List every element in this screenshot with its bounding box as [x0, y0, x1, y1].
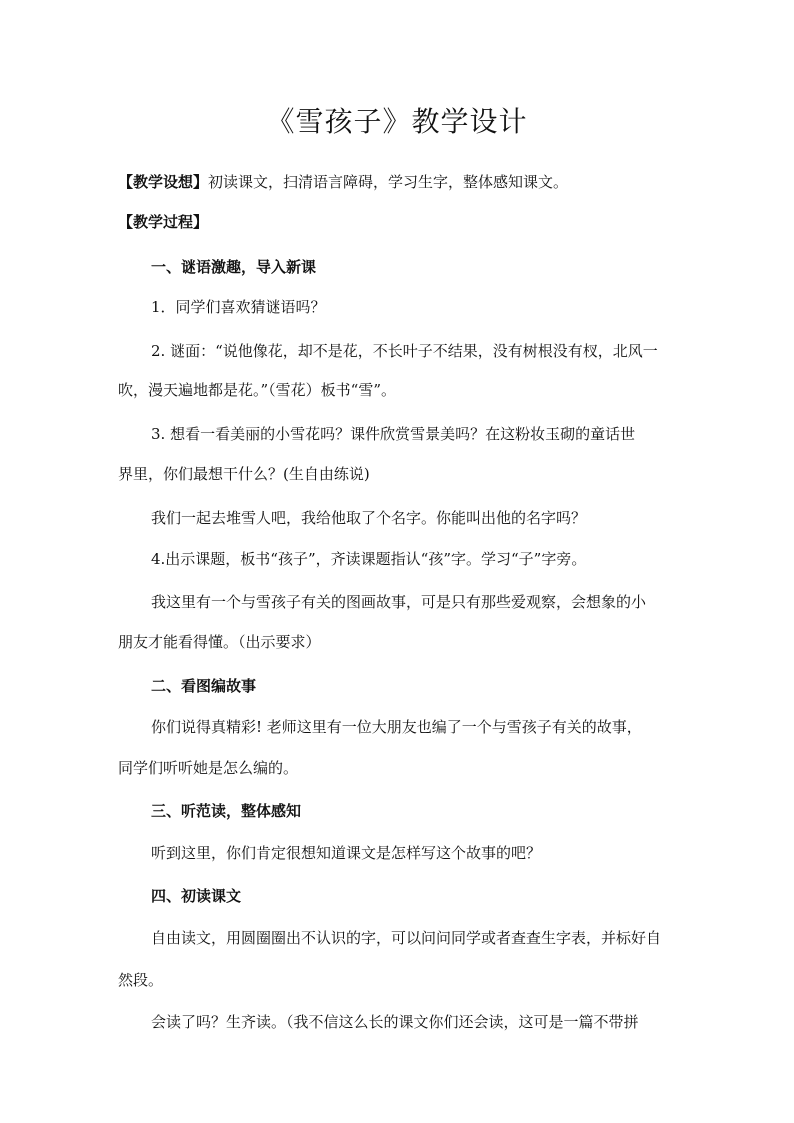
teaching-design-text: 初读课文，扫清语言障碍，学习生字，整体感知课文。 [208, 173, 569, 191]
paragraph-line: 2. 谜面：“说他像花，却不是花，不长叶子不结果，没有树根没有杈，北风一 [151, 342, 658, 360]
paragraph-line: 同学们听听她是怎么编的。 [118, 759, 299, 777]
paragraph-line: 朋友才能看得懂。（出示要求） [118, 633, 321, 651]
paragraph-line: 4.出示课题，板书“孩子”，齐读课题指认“孩”字。学习“子”字旁。 [151, 550, 587, 568]
teaching-design-paragraph [118, 172, 684, 192]
section-heading-1: 一、谜语激趣，导入新课 [151, 258, 317, 276]
section-heading-2: 二、看图编故事 [151, 677, 257, 695]
paragraph-line: 你们说得真精彩! 老师这里有一位大朋友也编了一个与雪孩子有关的故事， [151, 718, 642, 736]
paragraph-line: 界里，你们最想干什么？(生自由练说) [118, 465, 370, 483]
paragraph-line: 自由读文，用圆圈圈出不认识的字，可以问问同学或者查查生字表，并标好自 [151, 929, 662, 947]
section-heading-3: 三、听范读，整体感知 [151, 802, 302, 820]
paragraph-line: 我这里有一个与雪孩子有关的图画故事，可是只有那些爱观察，会想象的小 [151, 593, 647, 611]
paragraph-line: 会读了吗？生齐读。（我不信这么长的课文你们还会读，这可是一篇不带拼 [151, 1013, 639, 1031]
teaching-process-label: 【教学过程】 [118, 213, 209, 231]
paragraph-line: 然段。 [118, 971, 164, 989]
section-heading-4: 四、初读课文 [151, 887, 242, 905]
teaching-design-label: 【教学设想】 [118, 173, 209, 191]
paragraph-line: 听到这里，你们肯定很想知道课文是怎样写这个故事的吧？ [151, 844, 542, 862]
document-title: 《雪孩子》教学设计 [266, 105, 528, 138]
paragraph-line: 1．同学们喜欢猜谜语吗？ [151, 298, 326, 316]
paragraph-line: 吹，漫天遍地都是花。”（雪花）板书“雪”。 [118, 381, 397, 399]
paragraph-line: 我们一起去堆雪人吧，我给他取了个名字。你能叫出他的名字吗？ [151, 509, 587, 527]
paragraph-line: 3. 想看一看美丽的小雪花吗？课件欣赏雪景美吗？在这粉妆玉砌的童话世 [151, 425, 636, 443]
